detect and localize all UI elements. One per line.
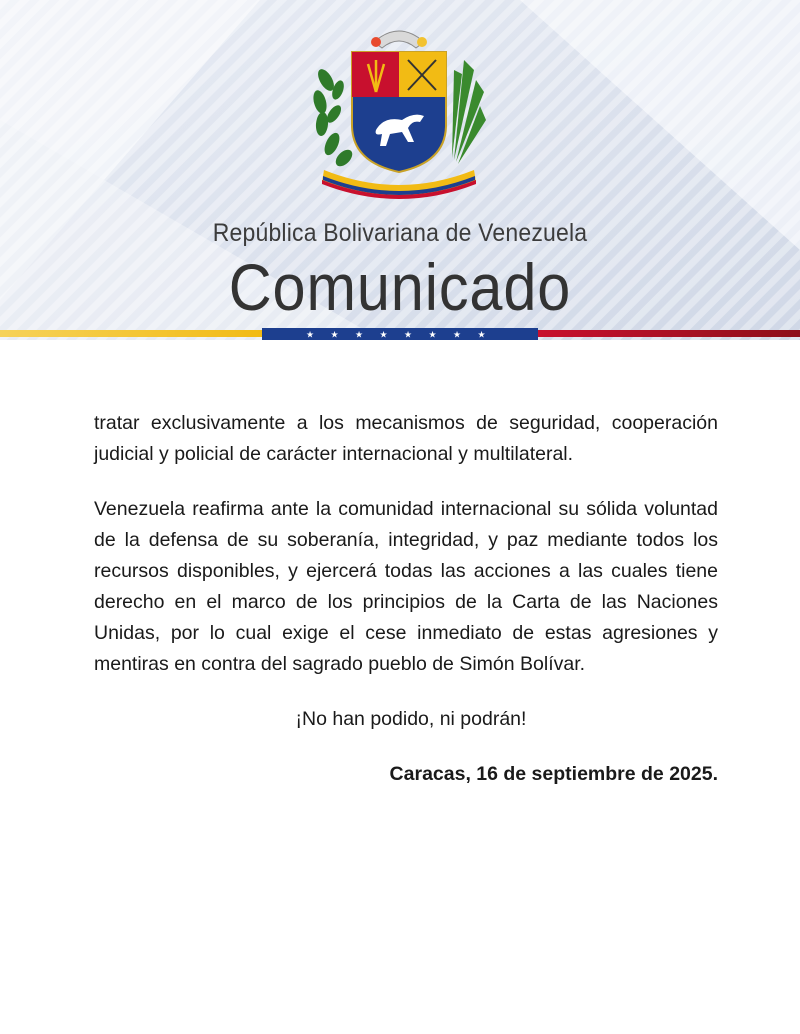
flag-yellow-segment <box>0 330 262 337</box>
document-header <box>0 0 800 362</box>
flag-star-icon: ★ <box>403 330 413 340</box>
page-title: Comunicado <box>228 250 572 324</box>
place-and-date: Caracas, 16 de septiembre de 2025. <box>389 763 718 785</box>
closing-slogan: ¡No han podido, ni podrán! <box>295 708 527 730</box>
body-paragraph: tratar exclusivamente a los mecanismos de seguridad, cooperación judicial y policial de carácter internacional y multilateral. <box>94 412 718 465</box>
flag-red-segment <box>538 330 800 337</box>
coat-of-arms-emblem <box>304 20 494 205</box>
flag-star-icon: ★ <box>330 330 339 340</box>
flag-star-icon: ★ <box>354 330 364 340</box>
flag-star-icon: ★ <box>452 330 462 340</box>
issuer-name: República Bolivariana de Venezuela <box>212 219 588 247</box>
flag-color-bar <box>0 328 800 340</box>
flag-blue-segment <box>262 328 538 340</box>
flag-star-icon: ★ <box>305 330 315 340</box>
communique-body <box>94 408 718 814</box>
flag-star-icon: ★ <box>477 330 486 340</box>
flag-star-icon: ★ <box>379 330 388 340</box>
body-paragraph: Venezuela reafirma ante la comunidad internacional su sólida voluntad de la defensa de su soberanía, integridad, y paz mediante todos los recursos disponibles, y ejercerá todas las acciones a las cuales tiene derecho en el marco de los principios de la Carta de las Naciones Unidas, por lo cual exige el cese inmediato de estas agresiones y mentiras en contra del sagrado pueblo de Simón Bolívar. <box>94 498 718 675</box>
flag-star-icon: ★ <box>428 330 437 340</box>
